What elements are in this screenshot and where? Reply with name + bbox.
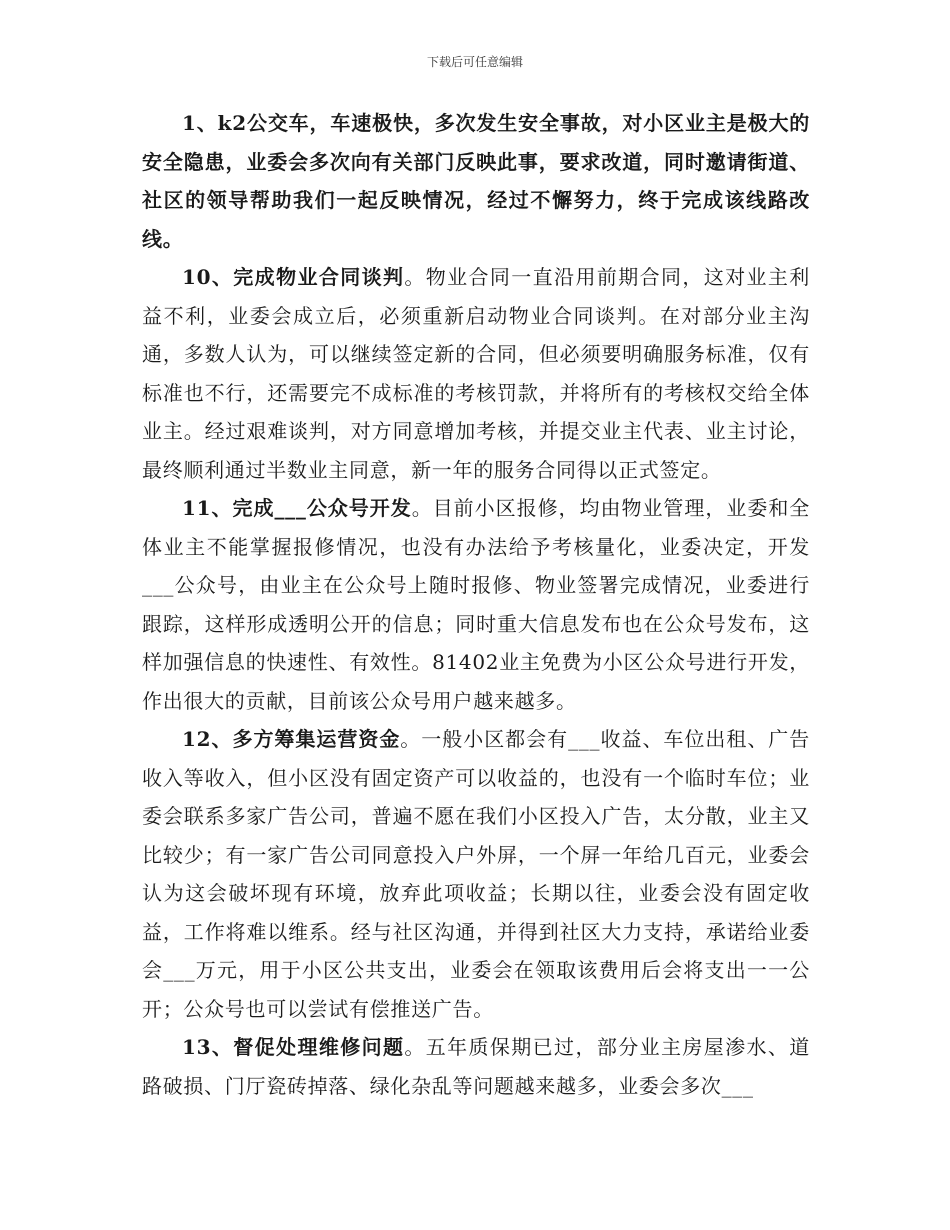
paragraph-12-blank-2: ___ [163,958,196,982]
paragraph-13-body-a: 。五年质保期已过，部分业主房屋渗水、道路破损、门厅瓷砖掉落、绿化杂乱等问题越来越多，业委会多次 [142,1035,810,1098]
paragraph-12-blank-1: ___ [568,727,601,751]
paragraph-12 [142,720,810,1028]
paragraph-11 [142,489,810,720]
document-body [142,104,810,1105]
paragraph-11-body-a: 。目前小区报修，均由物业管理，业委和全体业主不能掌握报修情况，也没有办法给予考核量化，业委决定，开发 [142,496,810,559]
paragraph-11-blank: ___ [142,573,175,597]
page-header: 下载后可任意编辑 [426,55,523,69]
paragraph-13 [142,1028,810,1105]
paragraph-12-body-c: 万元，用于小区公共支出，业委会在领取该费用后会将支出一一公开；公众号也可以尝试有偿推送广告。 [142,958,810,1021]
paragraph-1 [142,104,810,258]
paragraph-12-body-a: 。一般小区都会有 [400,727,569,751]
paragraph-1-text: 1、k2公交车，车速极快，多次发生安全事故，对小区业主是极大的安全隐患，业委会多次向有关部门反映此事，要求改道，同时邀请街道、社区的领导帮助我们一起反映情况，经过不懈努力，终于完成该线路改线。 [142,111,810,251]
paragraph-10-heading: 10、完成物业合同谈判 [182,265,405,289]
paragraph-11-heading-blank: ___ [274,496,307,520]
paragraph-13-blank: ___ [721,1073,754,1098]
paragraph-11-heading-b: 公众号开发 [306,496,412,520]
paragraph-12-body-b: 收益、车位出租、广告收入等收入，但小区没有固定资产可以收益的，也没有一个临时车位；业委会联系多家广告公司，普遍不愿在我们小区投入广告，太分散，业主又比较少；有一家广告公司同意投入户外屏，一个屏一年给几百元，业委会认为这会破坏现有环境，放弃此项收益；长期以往，业委会没有固定收益，工作将难以维系。经与社区沟通，并得到社区大力支持，承诺给业委会 [142,727,810,982]
paragraph-10-body: 。物业合同一直沿用前期合同，这对业主利益不利，业委会成立后，必须重新启动物业合同谈判。在对部分业主沟通，多数人认为，可以继续签定新的合同，但必须要明确服务标准，仅有标准也不行，还需要完不成标准的考核罚款，并将所有的考核权交给全体业主。经过艰难谈判，对方同意增加考核，并提交业主代表、业主讨论，最终顺利通过半数业主同意，新一年的服务合同得以正式签定。 [142,265,810,482]
paragraph-11-heading-a: 11、完成 [182,496,275,520]
paragraph-11-body-b: 公众号，由业主在公众号上随时报修、物业签署完成情况，业委进行跟踪，这样形成透明公开的信息；同时重大信息发布也在公众号发布，这样加强信息的快速性、有效性。81402业主免费为小区公众号进行开发，作出很大的贡献，目前该公众号用户越来越多。 [142,573,810,713]
paragraph-10 [142,258,810,489]
paragraph-12-heading: 12、多方筹集运营资金 [182,727,401,751]
paragraph-13-heading: 13、督促处理维修问题 [182,1035,405,1059]
